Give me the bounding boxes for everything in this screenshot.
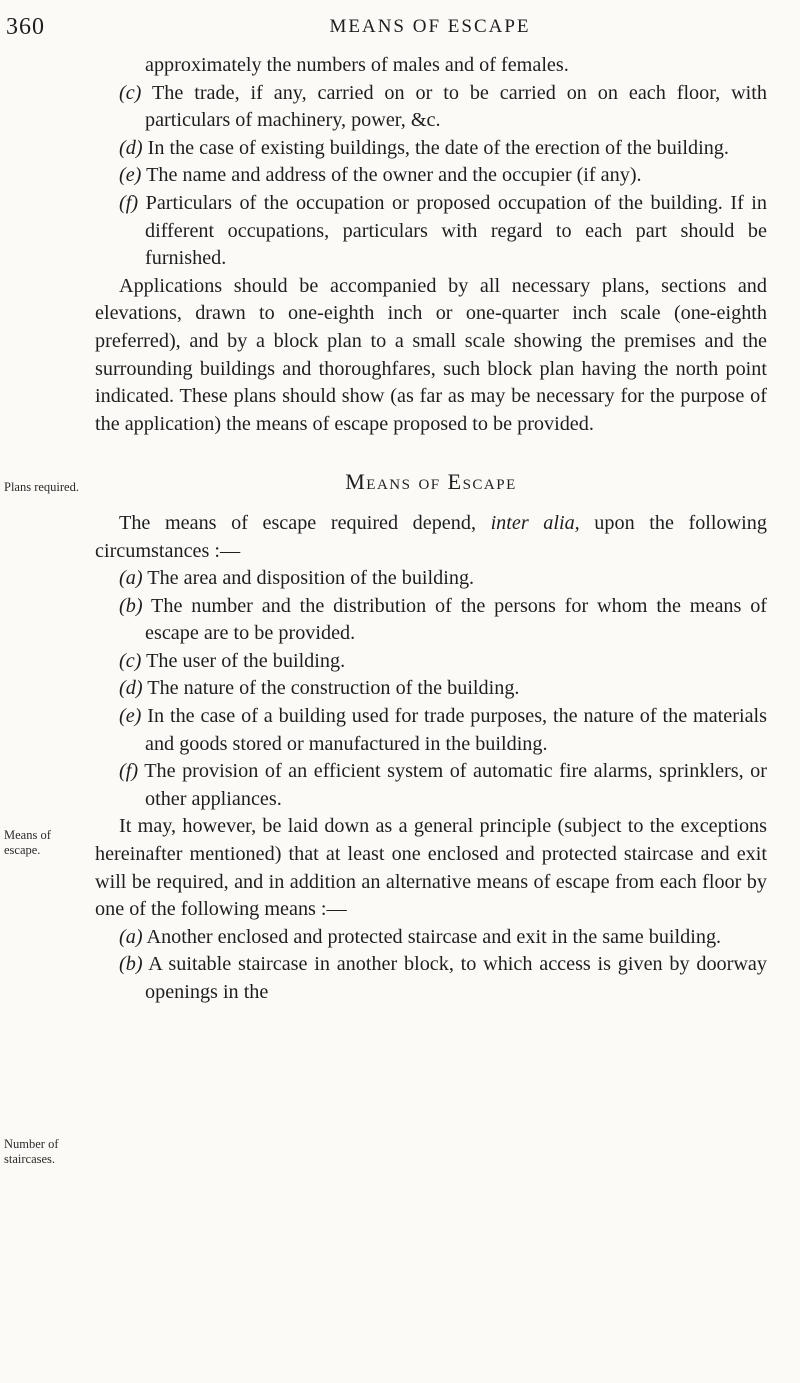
list-label: (c) (119, 81, 142, 104)
list-text: The trade, if any, carried on or to be carried on on each floor, with particulars of machinery, power, &c. (145, 81, 767, 132)
section-heading: Means of Escape (345, 469, 517, 495)
paragraph-means: The means of escape required depend, inter alia, upon the following circumstances :— (95, 511, 767, 562)
list-text: The provision of an efficient system of automatic fire alarms, sprinklers, or other appliances. (144, 760, 767, 810)
continued-text: approximately the numbers of males and of females. (145, 54, 569, 76)
margin-note-means: Means of escape. (4, 828, 51, 857)
list-label: (f) (119, 760, 139, 783)
list-text: The nature of the construction of the building. (147, 677, 520, 700)
list-label: (f) (119, 191, 139, 214)
list-item (95, 648, 767, 676)
list-item (95, 80, 767, 135)
paragraph-plans: Applications should be accompanied by all necessary plans, sections and elevations, drawn to one-eighth inch or one-quarter inch scale (one-eighth preferred), and by a block plan to a small scale showing the premises and the surrounding buildings and thoroughfares, such block plan having the north point indicated. These plans should show (as far as may be necessary for the purpose of the application) the means of escape proposed to be provided. (95, 274, 767, 435)
list-label: (b) (119, 594, 143, 617)
list-item (95, 703, 767, 758)
list-label: (c) (119, 649, 142, 672)
list-item (95, 190, 767, 273)
list-text: Particulars of the occupation or proposed occupation of the building. If in different occupations, particulars with regard to each part should be furnished. (145, 191, 768, 270)
list-item (95, 565, 767, 593)
list-text: The number and the distribution of the persons for whom the means of escape are to be provided. (145, 594, 768, 645)
list-text: The area and disposition of the building. (147, 567, 475, 590)
list-item (95, 951, 767, 1006)
page-body (95, 52, 767, 1007)
list-item (95, 924, 767, 952)
list-label: (a) (119, 567, 143, 590)
list-label: (e) (119, 705, 142, 728)
list-label: (e) (119, 164, 142, 187)
list-text: The name and address of the owner and the occupier (if any). (146, 164, 642, 187)
list-label: (b) (119, 953, 143, 976)
list-item (95, 675, 767, 703)
list-item (95, 593, 767, 648)
page-number: 360 (6, 14, 45, 40)
paragraph-number: It may, however, be laid down as a general principle (subject to the exceptions hereinafter mentioned) that at least one enclosed and protected staircase and exit will be required, and in addition an alternative means of escape from each floor by one of the following means :— (95, 815, 767, 921)
list-text: Another enclosed and protected staircase and exit in the same building. (146, 925, 722, 948)
list-text: In the case of existing buildings, the date of the erection of the building. (147, 136, 729, 159)
margin-note-plans: Plans required. (4, 480, 79, 494)
running-head: MEANS OF ESCAPE (329, 16, 531, 37)
list-item (95, 758, 767, 813)
list-label: (a) (119, 925, 143, 948)
list-text: The user of the building. (146, 649, 346, 672)
list-item (95, 162, 767, 190)
list-item (95, 135, 767, 163)
list-label: (d) (119, 677, 143, 700)
list-text: A suitable staircase in another block, to which access is given by doorway openings in the (145, 953, 767, 1003)
list-label: (d) (119, 136, 143, 159)
list-text: In the case of a building used for trade purposes, the nature of the materials and goods stored or manufactured in the building. (145, 705, 768, 755)
margin-note-number: Number of staircases. (4, 1137, 59, 1166)
